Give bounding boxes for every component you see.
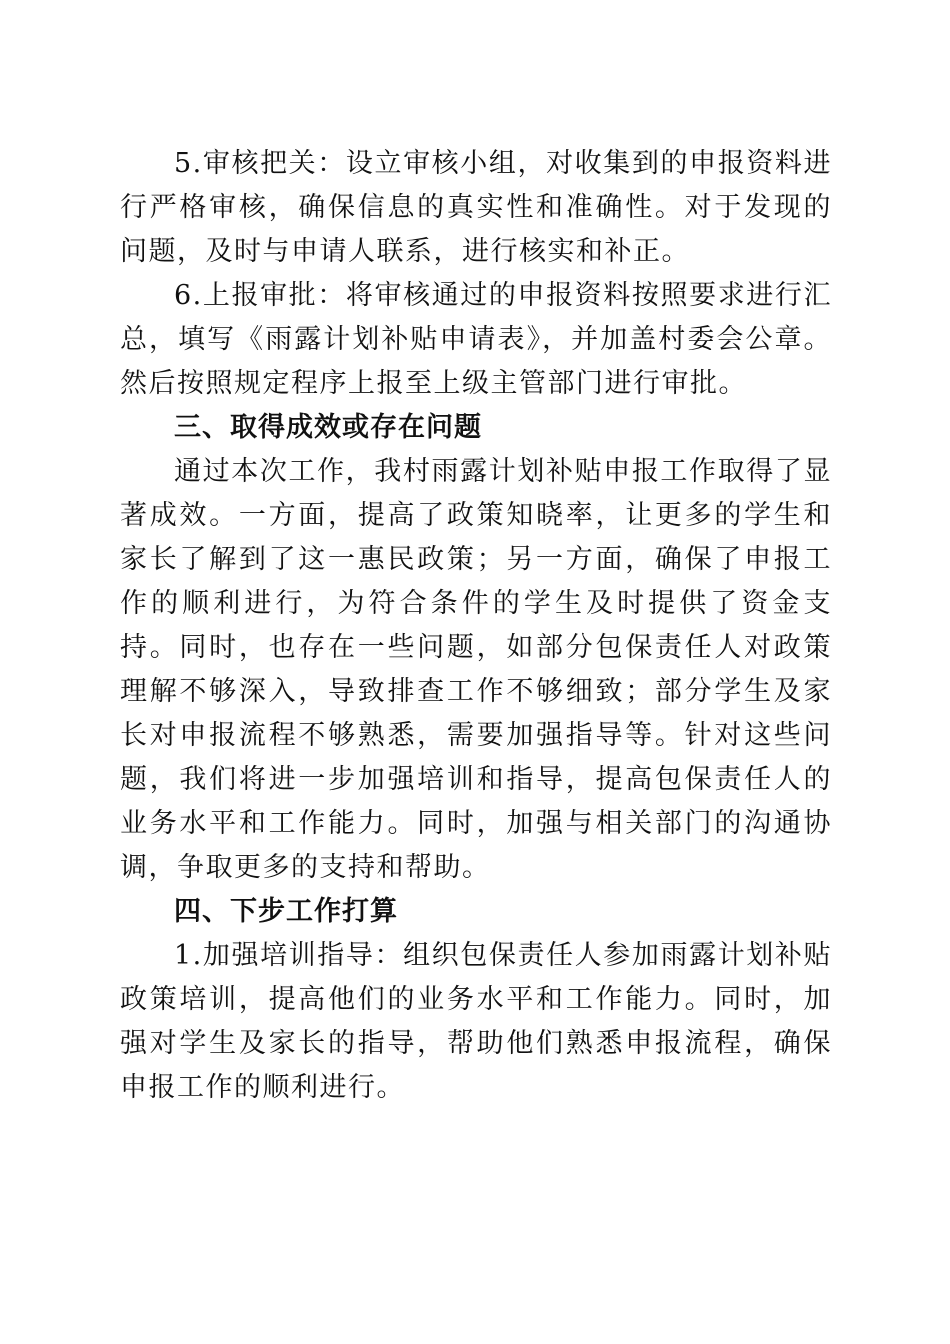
section-heading-next-steps: 四、下步工作打算	[174, 896, 398, 927]
paragraph-training-guidance: 1.加强培训指导：组织包保责任人参加雨露计划补贴政策培训，提高他们的业务水平和工作能力。同时，加强对学生及家长的指导，帮助他们熟悉申报流程，确保申报工作的顺利进行。	[120, 940, 832, 1103]
section-heading-results-problems: 三、取得成效或存在问题	[174, 412, 482, 443]
paragraph-report-approval: 6.上报审批：将审核通过的申报资料按照要求进行汇总，填写《雨露计划补贴申请表》，并加盖村委会公章。然后按照规定程序上报至上级主管部门进行审批。	[120, 280, 832, 399]
paragraph-results-problems: 通过本次工作，我村雨露计划补贴申报工作取得了显著成效。一方面，提高了政策知晓率，让更多的学生和家长了解到了这一惠民政策；另一方面，确保了申报工作的顺利进行，为符合条件的学生及时提供了资金支持。同时，也存在一些问题，如部分包保责任人对政策理解不够深入，导致排查工作不够细致；部分学生及家长对申报流程不够熟悉，需要加强指导等。针对这些问题，我们将进一步加强培训和指导，提高包保责任人的业务水平和工作能力。同时，加强与相关部门的沟通协调，争取更多的支持和帮助。	[120, 456, 832, 883]
document-body	[120, 142, 832, 1110]
paragraph-review-check: 5.审核把关：设立审核小组，对收集到的申报资料进行严格审核，确保信息的真实性和准确性。对于发现的问题，及时与申请人联系，进行核实和补正。	[120, 148, 832, 267]
